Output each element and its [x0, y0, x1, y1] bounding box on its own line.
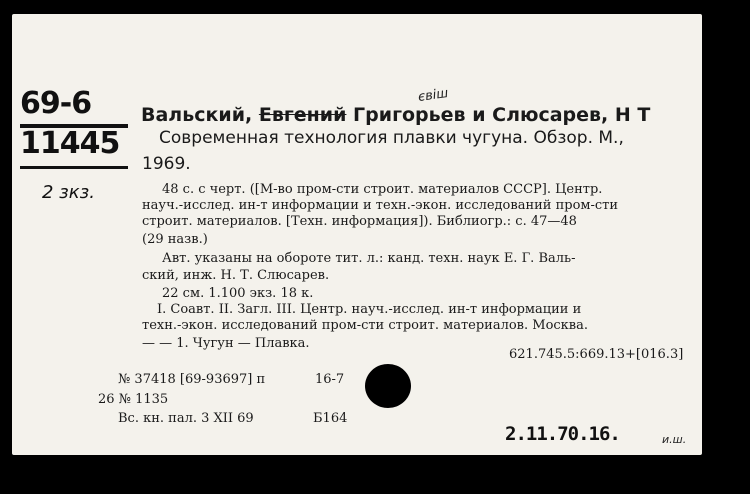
registry-code: Б164 [313, 411, 348, 426]
body-line: строит. материалов. [Техн. информация]). Библиогр.: с. 47—48 [142, 214, 577, 229]
card-heading [141, 104, 650, 126]
body-line: техн.-экон. исследований пром-сти строит. материалов. Москва. [142, 318, 588, 333]
heading-crossed-name: Евгений [258, 104, 347, 126]
call-number-bottom: 11445 [20, 126, 120, 161]
ink-stamp [365, 364, 411, 408]
body-line: 48 с. с черт. ([М-во пром-сти строит. материалов СССР]. Центр. [162, 182, 603, 197]
body-line: 22 см. 1.100 экз. 18 к. [162, 286, 314, 301]
catalog-card [12, 14, 702, 455]
heading-rest: и Слюсарев, Н Т [465, 104, 651, 126]
record-number: № 37418 [69-93697] п [118, 372, 266, 387]
handwritten-correction: євіш [417, 85, 450, 106]
body-line: I. Соавт. II. Загл. III. Центр. науч.-исслед. ин-т информации и [157, 302, 582, 317]
handwritten-initials: и.ш. [662, 433, 687, 446]
record-suffix: 16-7 [315, 372, 345, 387]
body-line: Авт. указаны на обороте тит. л.: канд. техн. наук Е. Г. Валь- [162, 251, 576, 266]
handwritten-date: 2.11.70.16. [505, 423, 620, 445]
call-number-underline [20, 166, 128, 169]
heading-author: Вальский, [141, 104, 259, 126]
body-line: ский, инж. Н. Т. Слюсарев. [142, 268, 330, 283]
classification-code: 621.745.5:669.13+[016.3] [509, 347, 684, 362]
title-line-1: Современная технология плавки чугуна. Обзор. М., [159, 128, 624, 148]
heading-replaced-name: Григорьев [346, 104, 466, 126]
body-line: науч.-исслед. ин-т информации и техн.-экон. исследований пром-сти [142, 198, 619, 213]
registry-line: Вс. кн. пал. 3 XII 69 [118, 411, 254, 426]
call-number-top: 69-6 [20, 86, 92, 121]
shelf-mark: 2 зкз. [42, 182, 95, 203]
body-line: — — 1. Чугун — Плавка. [142, 336, 310, 351]
sequence-number: 26 № 1135 [98, 392, 169, 407]
title-line-2: 1969. [142, 154, 191, 174]
body-line: (29 назв.) [142, 232, 208, 247]
